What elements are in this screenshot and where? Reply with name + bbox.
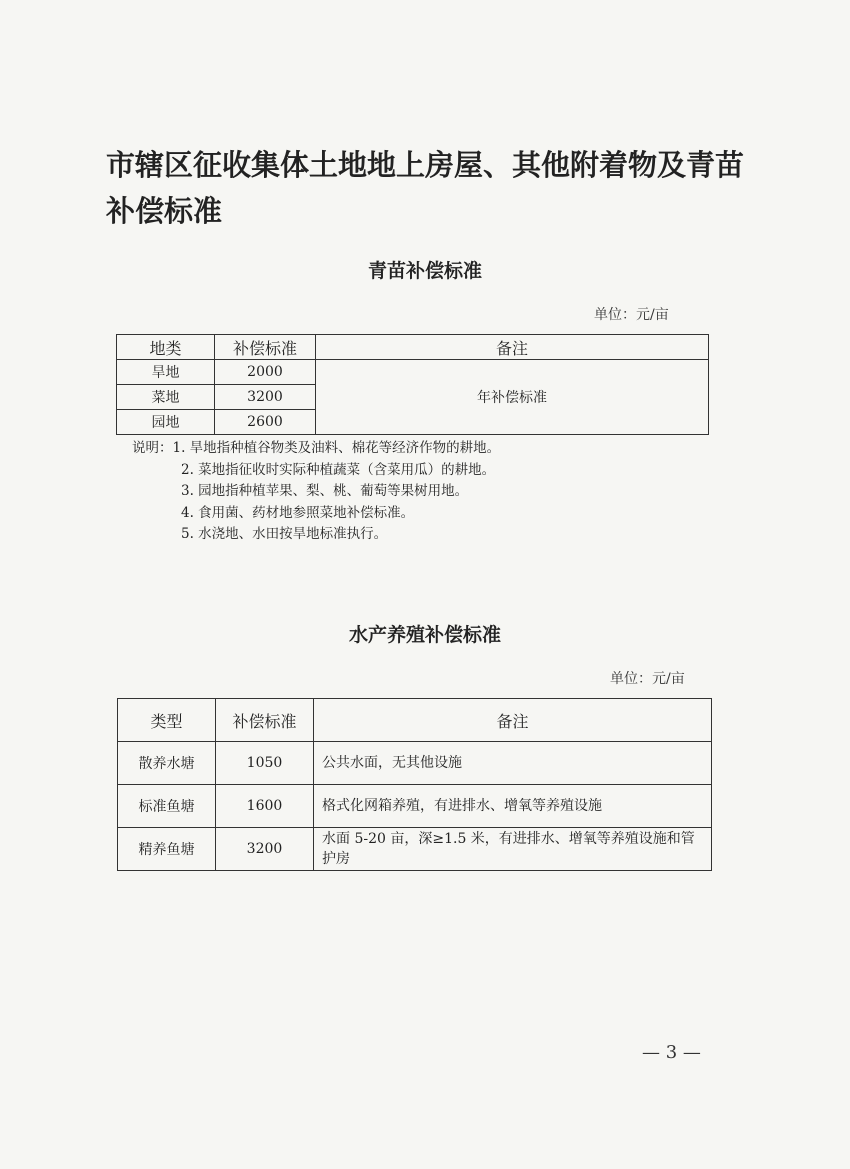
cell-type: 标准鱼塘 bbox=[118, 785, 216, 828]
header-standard: 补偿标准 bbox=[215, 335, 316, 360]
cell-land-type: 旱地 bbox=[117, 360, 215, 385]
cell-land-type: 菜地 bbox=[117, 385, 215, 410]
table-row bbox=[117, 360, 709, 385]
cell-type: 散养水塘 bbox=[118, 742, 216, 785]
note-item: 2. 菜地指征收时实际种植蔬菜（含菜用瓜）的耕地。 bbox=[181, 461, 496, 478]
document-title: 市辖区征收集体土地地上房屋、其他附着物及青苗补偿标准 bbox=[106, 148, 745, 228]
page-number: — 3 — bbox=[642, 1042, 701, 1063]
cell-standard: 2000 bbox=[215, 360, 316, 385]
unit-label-seedlings: 单位：元/亩 bbox=[594, 307, 669, 323]
table-row bbox=[118, 828, 712, 871]
note-item: 4. 食用菌、药材地参照菜地补偿标准。 bbox=[181, 504, 415, 521]
cell-land-type: 园地 bbox=[117, 410, 215, 435]
cell-standard: 1600 bbox=[216, 785, 314, 828]
cell-remark: 水面 5-20 亩，深≥1.5 米，有进排水、增氧等养殖设施和管护房 bbox=[314, 828, 712, 871]
cell-standard: 3200 bbox=[215, 385, 316, 410]
cell-remark: 格式化网箱养殖，有进排水、增氧等养殖设施 bbox=[314, 785, 712, 828]
header-remark: 备注 bbox=[314, 699, 712, 742]
header-land-type: 地类 bbox=[117, 335, 215, 360]
header-standard: 补偿标准 bbox=[216, 699, 314, 742]
unit-label-aquaculture: 单位：元/亩 bbox=[610, 671, 685, 687]
cell-standard: 1050 bbox=[216, 742, 314, 785]
header-type: 类型 bbox=[118, 699, 216, 742]
aquaculture-compensation-table bbox=[117, 698, 712, 871]
note-item: 3. 园地指种植苹果、梨、桃、葡萄等果树用地。 bbox=[181, 483, 469, 499]
explanatory-notes bbox=[132, 438, 500, 546]
section-title-aquaculture: 水产养殖补偿标准 bbox=[348, 624, 501, 646]
cell-type: 精养鱼塘 bbox=[118, 828, 216, 871]
table-row bbox=[118, 785, 712, 828]
cell-remark: 公共水面，无其他设施 bbox=[314, 742, 712, 785]
note-item: 说明：1. 旱地指种植谷物类及油料、棉花等经济作物的耕地。 bbox=[132, 440, 501, 456]
table-header-row bbox=[118, 699, 712, 742]
cell-remark: 年补偿标准 bbox=[316, 360, 709, 435]
note-item: 5. 水浇地、水田按旱地标准执行。 bbox=[181, 526, 388, 542]
cell-standard: 3200 bbox=[216, 828, 314, 871]
table-header-row bbox=[117, 335, 709, 360]
cell-standard: 2600 bbox=[215, 410, 316, 435]
header-remark: 备注 bbox=[316, 335, 709, 360]
table-row bbox=[118, 742, 712, 785]
seedling-compensation-table bbox=[116, 334, 709, 435]
notes-label: 说明： bbox=[132, 440, 173, 456]
section-title-seedlings: 青苗补偿标准 bbox=[367, 260, 482, 282]
